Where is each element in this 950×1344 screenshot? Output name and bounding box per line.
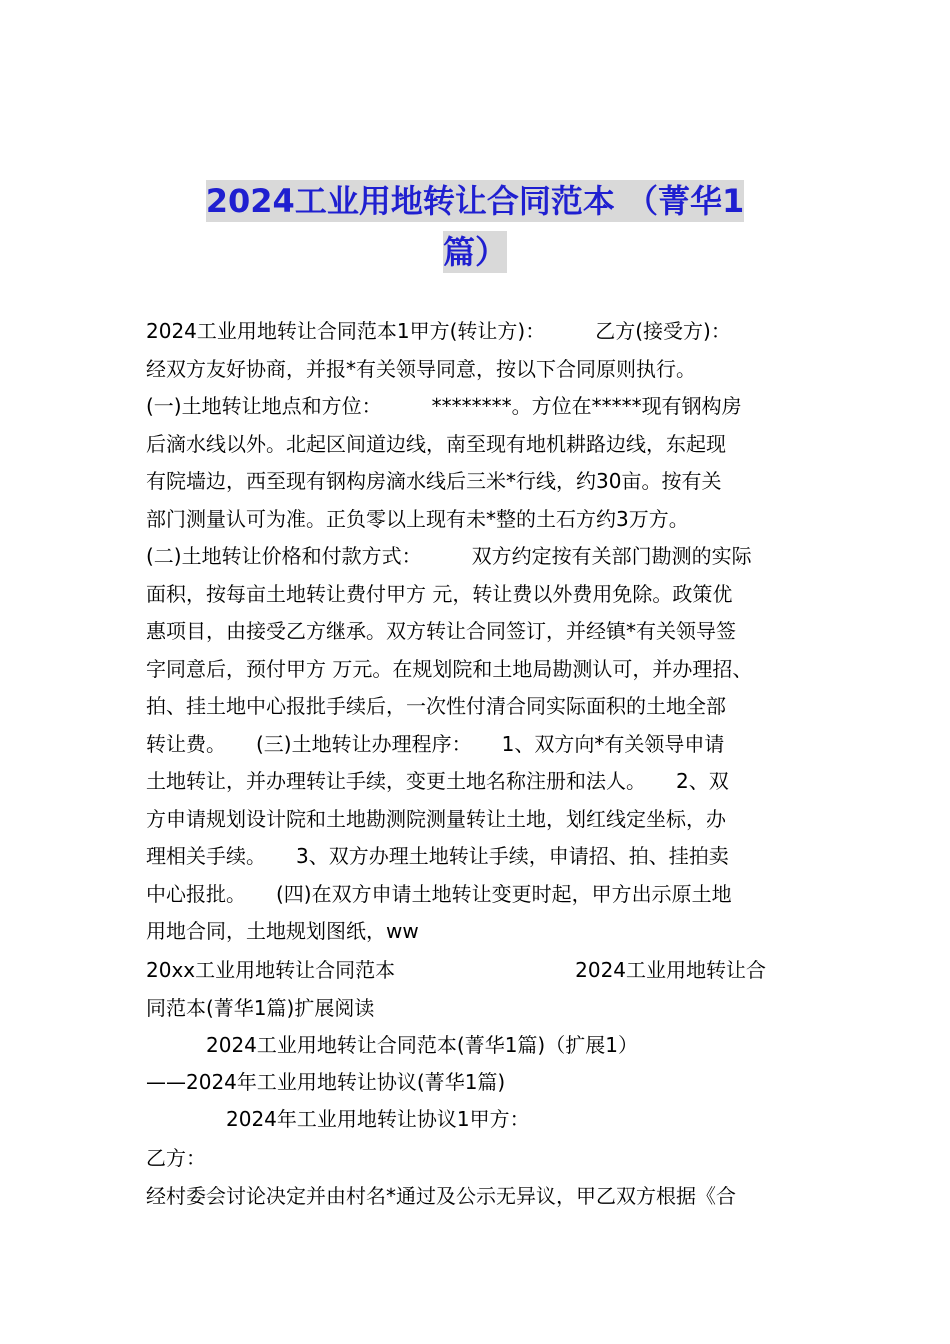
body-line: 部门测量认可为准。正负零以上现有未*整的土石方约3万方。 [146,506,689,531]
body-line: 字同意后，预付甲方 万元。在规划院和土地局勘测认可，并办理招、 [146,656,753,681]
body-line: 有院墙边，西至现有钢构房滴水线后三米*行线，约30亩。按有关 [146,469,722,493]
body-line: 方申请规划设计院和土地勘测院测量转让土地，划红线定坐标，办 [146,806,726,831]
body-line: 用地合同，土地规划图纸，ww [146,919,419,943]
body-line: 同范本(菁华1篇)扩展阅读 [146,995,375,1020]
extension-title: 2024工业用地转让合同范本(菁华1篇)（扩展1） [206,1033,638,1057]
body-line: (一)土地转让地点和方位： ********。方位在*****现有钢构房 [146,394,742,418]
body-line: (二)土地转让价格和付款方式： 双方约定按有关部门勘测的实际 [146,544,752,568]
agreement-title: 2024年工业用地转让协议1甲方： [226,1107,530,1131]
extension-subtitle: ——2024年工业用地转让协议(菁华1篇) [146,1070,506,1094]
extension-subtitle-paragraph [146,1064,826,1102]
body-line: 中心报批。 (四)在双方申请土地转让变更时起，甲方出示原土地 [146,881,732,906]
body-line: 经双方友好协商，并报*有关领导同意，按以下合同原则执行。 [146,356,696,381]
agreement-body-paragraph [146,1140,826,1215]
body-line: 惠项目，由接受乙方继承。双方转让合同签订，并经镇*有关领导签 [146,619,736,643]
contract-body-paragraph [146,313,826,951]
body-line: 土地转让，并办理转让手续，变更土地名称注册和法人。 2、双 [146,769,729,793]
body-line: 转让费。 (三)土地转让办理程序： 1、双方向*有关领导申请 [146,731,725,756]
body-line: 乙方： [146,1146,206,1170]
body-line: 经村委会讨论决定并由村名*通过及公示无异议，甲乙双方根据《合 [146,1183,736,1208]
document-title-text1: 2024工业用地转让合同范本 （菁华1 [205,182,745,220]
extended-reading-paragraph [146,952,826,1027]
body-line: 理相关手续。 3、双方办理土地转让手续，申请招、拍、挂拍卖 [146,844,729,868]
body-line: 2024工业用地转让合同范本1甲方(转让方)： 乙方(接受方)： [146,319,731,343]
body-line: 面积，按每亩土地转让费付甲方 元，转让费以外费用免除。政策优 [146,581,733,606]
document-title-line2 [0,227,950,277]
document-title-line1 [0,176,950,226]
body-line: 20xx工业用地转让合同范本 2024工业用地转让合 [146,958,767,982]
body-line: 拍、挂土地中心报批手续后，一次性付清合同实际面积的土地全部 [146,694,726,718]
document-title-text2: 篇） [442,233,507,271]
body-line: 后滴水线以外。北起区间道边线，南至现有地机耕路边线，东起现 [146,431,726,456]
